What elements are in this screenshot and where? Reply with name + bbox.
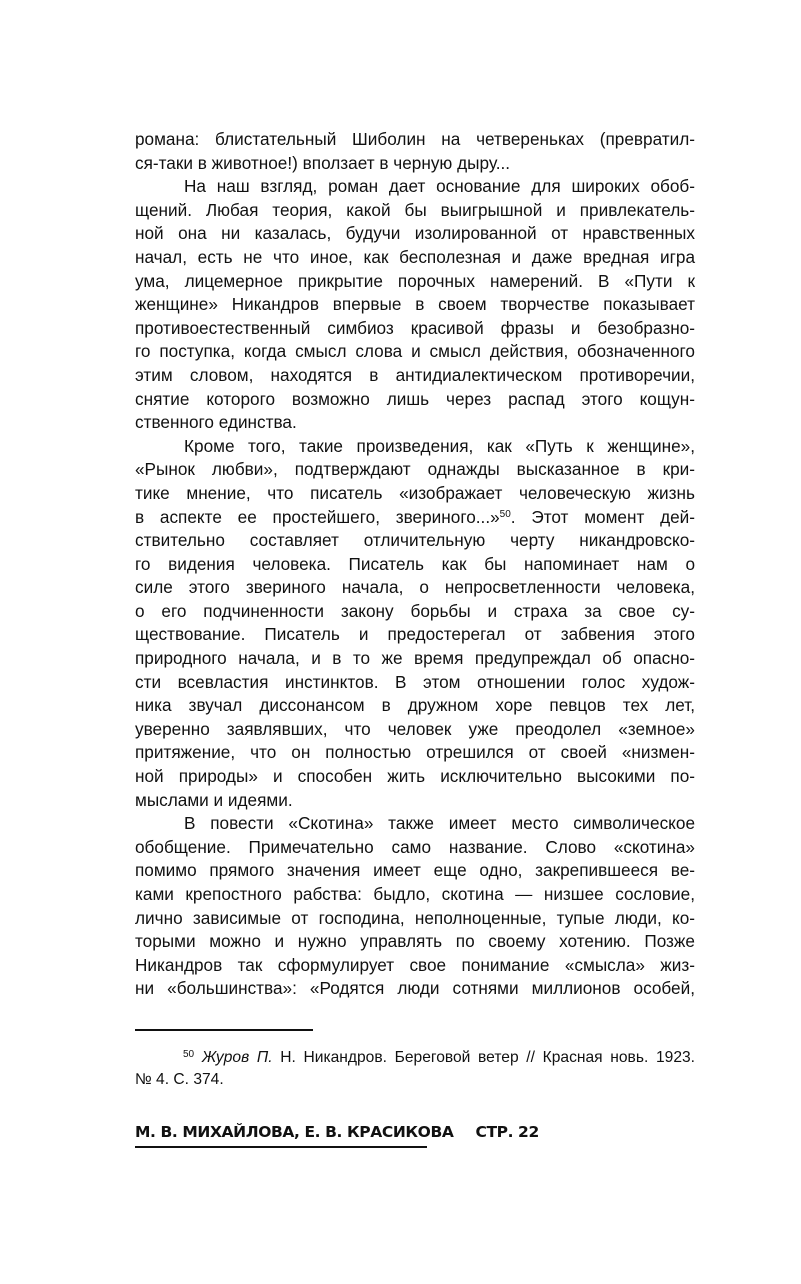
page-number: СТР. 22 (475, 1123, 539, 1141)
footnote-number: 50 (183, 1049, 195, 1060)
text-line: ника звучал диссонансом в дружном хоре певцов тех лет, (135, 695, 695, 716)
text-line: противоестественный симбиоз красивой фразы и безобразно- (135, 317, 695, 338)
text-line: Никандров так сформулирует свое понимание «смысла» жиз- (135, 954, 695, 975)
footnote-divider (135, 1029, 313, 1031)
footnote-citation: Н. Никандров. Береговой ветер // Красная новь. 1923. (272, 1049, 695, 1066)
text-line: лично зависимые от господина, неполноценные, тупые люди, ко- (135, 907, 695, 928)
text-line: «Рынок любви», подтверждают однажды высказанное в кри- (135, 459, 695, 480)
text-segment: . Этот момент дей- (510, 506, 696, 527)
text-line: ственного единства. (135, 412, 297, 433)
text-line-with-footnote-ref (135, 506, 695, 530)
text-line: В повести «Скотина» также имеет место символическое (184, 813, 695, 834)
text-line: романа: блистательный Шиболин на четвереньках (превратил- (135, 129, 695, 149)
text-line: тике мнение, что писатель «изображает человеческую жизнь (135, 482, 695, 503)
text-line: го поступка, когда смысл слова и смысл действия, обозначенного (135, 341, 695, 362)
text-line: о его подчиненности закону борьбы и страха за свое су- (135, 600, 695, 621)
text-line: ной природы» и способен жить исключительно высокими по- (135, 766, 695, 787)
text-line: этим словом, находятся в антидиалектическом противоречии, (135, 364, 695, 385)
text-line: притяжение, что он полностью отрешился от своей «низмен- (135, 742, 695, 763)
text-line: обобщение. Примечательно само название. Слово «скотина» (135, 836, 695, 857)
footer-authors: М. В. МИХАЙЛОВА, Е. В. КРАСИКОВА (135, 1123, 454, 1141)
text-line: сти всевластия инстинктов. В этом отношении голос худож- (135, 671, 695, 692)
footnote-reference[interactable]: 50 (499, 508, 511, 520)
main-text (135, 128, 695, 1001)
footnote-line (135, 1047, 695, 1069)
text-line: ществование. Писатель и предостерегал от забвения этого (135, 624, 695, 645)
text-line: женщине» Никандров впервые в своем творчестве показывает (135, 294, 695, 315)
text-line: ни «большинства»: «Родятся люди сотнями миллионов особей, (135, 978, 695, 999)
text-segment: в аспекте ее простейшего, звериного...» (135, 506, 500, 527)
footnote-author: Журов П. (201, 1049, 273, 1066)
text-line: уверенно заявлявших, что человек уже преодолел «земное» (135, 718, 695, 739)
text-line: го видения человека. Писатель как бы напоминает нам о (135, 553, 695, 574)
footnote (135, 1047, 695, 1091)
text-line: помимо прямого значения имеет еще одно, закрепившееся ве- (135, 860, 695, 881)
footnote-line: № 4. С. 374. (135, 1071, 224, 1088)
text-line: На наш взгляд, роман дает основание для широких обоб- (184, 176, 695, 197)
text-line: силе этого звериного начала, о непросветленности человека, (135, 577, 695, 598)
text-line: ума, лицемерное прикрытие порочных намерений. В «Пути к (135, 270, 695, 291)
text-line: ной она ни казалась, будучи изолированной от нравственных (135, 223, 695, 244)
text-line: начал, есть не что иное, как бесполезная и даже вредная игра (135, 246, 695, 267)
text-line: снятие которого возможно лишь через распад этого кощун- (135, 388, 695, 409)
text-line: ками крепостного рабства: быдло, скотина — низшее сословие, (135, 884, 695, 904)
text-line: мыслами и идеями. (135, 789, 293, 810)
text-line: природного начала, и в то же время предупреждал об опасно- (135, 648, 695, 669)
running-footer (135, 1120, 539, 1148)
text-line: Кроме того, такие произведения, как «Путь к женщине», (184, 435, 695, 456)
text-line: ся-таки в животное!) вползает в черную дыру... (135, 152, 511, 173)
text-line: щений. Любая теория, какой бы выигрышной и привлекатель- (135, 199, 695, 220)
text-line: торыми можно и нужно управлять по своему хотению. Позже (135, 931, 695, 952)
text-line: ствительно составляет отличительную черту никандровско- (135, 530, 695, 551)
